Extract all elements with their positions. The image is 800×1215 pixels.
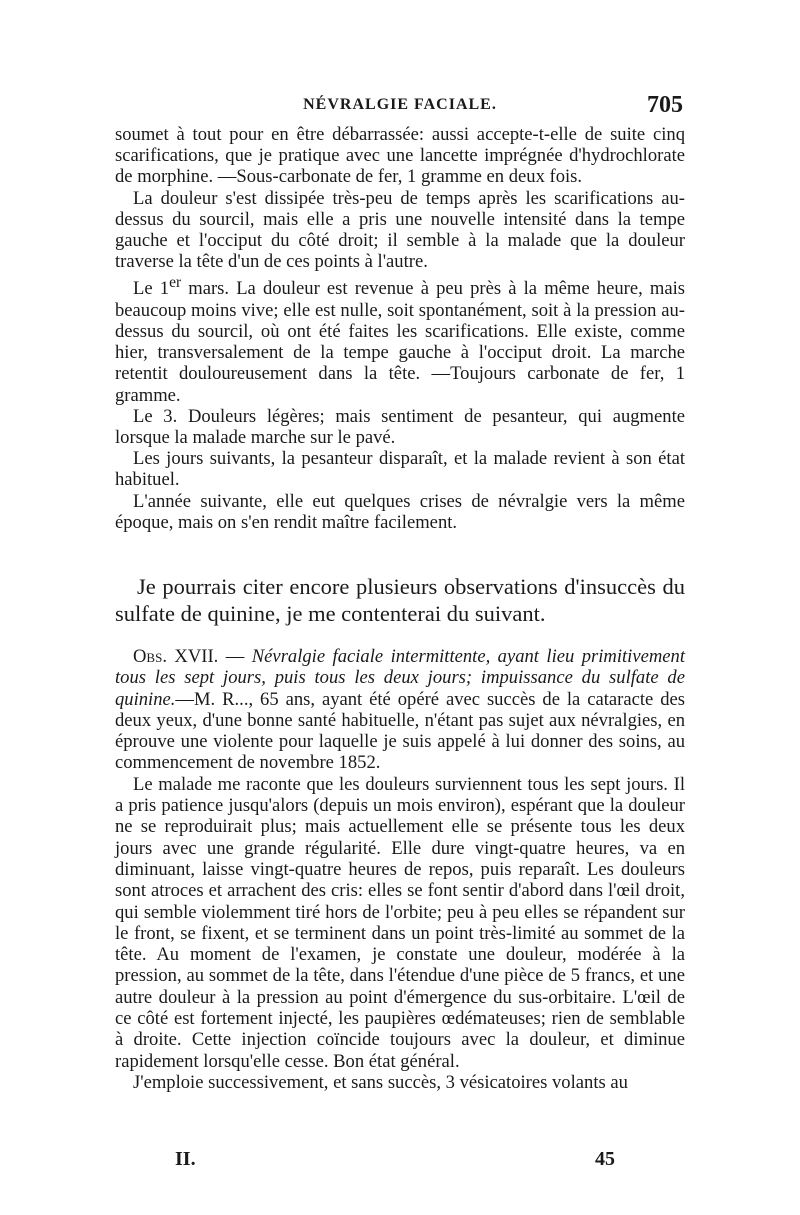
observation-dash: —: [218, 646, 252, 667]
signature-volume: II.: [175, 1148, 196, 1170]
paragraph-3-day: Le 1: [133, 278, 170, 300]
paragraph-6: L'année suivante, elle eut quelques crises de névralgie vers la même époque, mais on s'en rendit maître facilement.: [115, 490, 685, 533]
running-head: NÉVRALGIE FACIALE.: [303, 96, 497, 113]
observation-paragraph: [115, 646, 685, 774]
text-block-observation: [115, 646, 685, 1093]
paragraph-3: [115, 272, 685, 405]
observation-label: Obs. XVII.: [133, 646, 219, 667]
page-header: [115, 92, 685, 120]
paragraph-3-superscript: er: [169, 274, 182, 292]
paragraph-8: Le malade me raconte que les douleurs surviennent tous les sept jours. Il a pris patience jusqu'alors (depuis un mois environ), espérant que la douleur ne se reproduirait plus; mais actuellement elle se présente tous les deux jours avec une grande régularité. Elle dure vingt-quatre heures, va en diminuant, laisse vingt-quatre heures de repos, puis reparaît. Les douleurs sont atroces et arrachent des cris: elles se font sentir d'abord dans l'œil droit, qui semble violemment tiré hors de l'orbite; peu à peu elles se répandent sur le front, se fixent, et se terminent dans un point très-limité au sommet de la tête. Au moment de l'examen, je constate une douleur, modérée à la pression, au sommet de la tête, dans l'étendue d'une pièce de 5 francs, et une autre douleur à la pression au point d'émergence du sus-orbitaire. L'œil de ce côté est fortement injecté, les paupières œdémateuses; rien de semblable à droite. Cette injection coïncide toujours avec la douleur, et diminue rapidement lorsqu'elle cesse. Bon état général.: [115, 773, 685, 1072]
paragraph-1: soumet à tout pour en être débarrassée: aussi accepte-t-elle de suite cinq scarifications, que je pratique avec une lancette imprégnée d'hydrochlorate de morphine. —Sous-carbonate de fer, 1 gramme en deux fois.: [115, 124, 685, 188]
text-block-case-continuation: [115, 124, 685, 533]
large-paragraph: Je pourrais citer encore plusieurs observations d'insuccès du sulfate de quinine, je me contenterai du suivant.: [115, 574, 685, 626]
paragraph-2: La douleur s'est dissipée très-peu de temps après les scarifications au-dessus du sourcil, mais elle a pris une nouvelle intensité dans la tempe gauche et l'occiput du côté droit; il semble à la malade que la douleur traverse la tête d'un de ces points à l'autre.: [115, 187, 685, 273]
paragraph-5: Les jours suivants, la pesanteur disparaît, et la malade revient à son état habituel.: [115, 448, 685, 491]
observation-text: —M. R..., 65 ans, ayant été opéré avec succès de la cataracte des deux yeux, d'une bonne santé habituelle, n'étant pas sujet aux névralgies, en éprouve une violente pour laquelle je suis appelé à lui donner des soins, au commencement de novembre 1852.: [115, 688, 685, 774]
page-footer: [175, 1148, 615, 1178]
page-number: 705: [647, 92, 683, 118]
signature-number: 45: [595, 1148, 615, 1170]
paragraph-9: J'emploie successivement, et sans succès, 3 vésicatoires volants au: [133, 1071, 628, 1093]
observation-title: Névralgie faciale intermittente, ayant lieu primitivement tous les sept jours, puis tous les deux jours; impuissance du sulfate de quinine.: [115, 646, 686, 710]
paragraph-3-text: mars. La douleur est revenue à peu près à la même heure, mais beaucoup moins vive; elle est nulle, soit spontanément, soit à la pression au-dessus du sourcil, où ont été faites les scarifications. Elle existe, comme hier, transversalement de la tempe gauche à l'occiput droit. La marche retentit douloureusement dans la tête. —Toujours carbonate de fer, 1 gramme.: [115, 278, 685, 406]
paragraph-4: Le 3. Douleurs légères; mais sentiment de pesanteur, qui augmente lorsque la malade marche sur le pavé.: [115, 405, 685, 449]
text-block-transition: [115, 573, 685, 627]
